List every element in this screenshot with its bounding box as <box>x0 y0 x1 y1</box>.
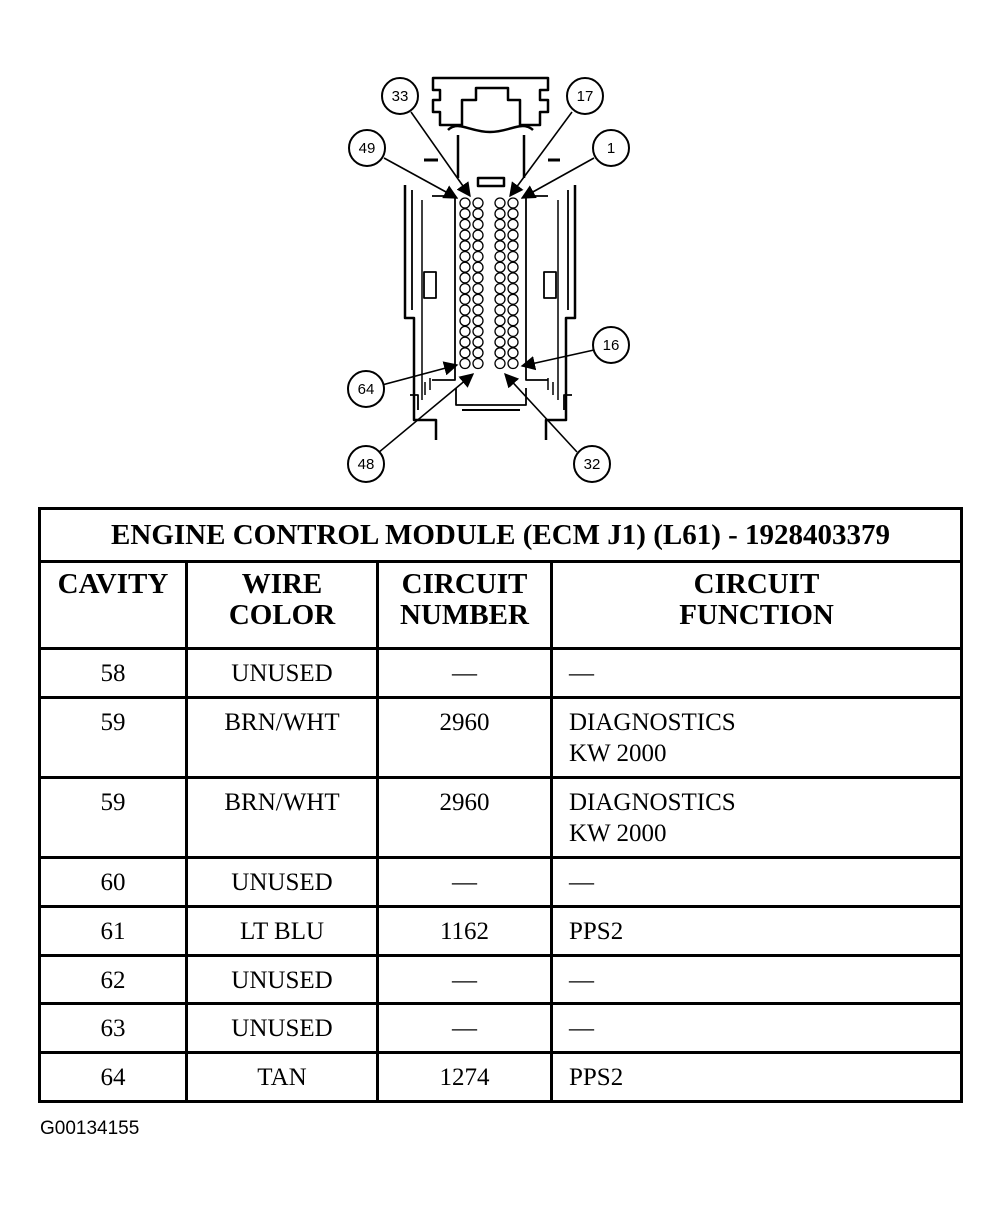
pin-cavities <box>460 198 518 369</box>
pin-cavity <box>508 230 518 240</box>
pin-cavity <box>495 230 505 240</box>
circuit-number-cell: — <box>378 956 552 1004</box>
pinout-table <box>38 507 963 1103</box>
connector-diagram <box>0 0 998 500</box>
pin-cavity <box>460 284 470 294</box>
pin-cavity <box>495 241 505 251</box>
cavity-cell: 63 <box>40 1004 187 1053</box>
callout-64-label: 64 <box>357 381 375 398</box>
callout-48-label: 48 <box>357 456 375 473</box>
pin-cavity <box>508 326 518 336</box>
pin-cavity <box>495 294 505 304</box>
pin-cavity <box>473 209 483 219</box>
callout-49 <box>349 130 385 166</box>
pin-cavity <box>495 209 505 219</box>
callout-32 <box>574 446 610 482</box>
leader-arrows <box>378 112 594 453</box>
pin-cavity <box>495 284 505 294</box>
circuit-number-cell: — <box>378 649 552 698</box>
circuit-number-cell: 2960 <box>378 778 552 858</box>
pin-cavity <box>508 284 518 294</box>
circuit-function-cell: — <box>552 1004 962 1053</box>
pin-cavity <box>495 326 505 336</box>
callout-49-label: 49 <box>358 140 376 157</box>
callout-33-label: 33 <box>391 88 409 105</box>
pin-cavity <box>460 294 470 304</box>
table-row <box>40 1004 962 1053</box>
table-row <box>40 858 962 907</box>
table-row <box>40 907 962 956</box>
cavity-cell: 61 <box>40 907 187 956</box>
header-row <box>40 562 962 649</box>
pin-cavity <box>460 326 470 336</box>
figure-id: G00134155 <box>40 1118 140 1139</box>
table-row <box>40 956 962 1004</box>
header-circuit-number: CIRCUIT NUMBER <box>378 562 552 649</box>
circuit-function-cell: PPS2 <box>552 907 962 956</box>
wire-color-cell: BRN/WHT <box>187 778 378 858</box>
leader-64 <box>382 365 457 385</box>
pin-cavity <box>508 273 518 283</box>
pin-cavity <box>495 273 505 283</box>
pin-cavity <box>508 252 518 262</box>
pin-cavity <box>508 316 518 326</box>
pin-cavity <box>460 252 470 262</box>
pin-cavity <box>460 316 470 326</box>
cavity-cell: 58 <box>40 649 187 698</box>
pin-cavity <box>473 219 483 229</box>
circuit-number-cell: 2960 <box>378 698 552 778</box>
circuit-function-cell: — <box>552 649 962 698</box>
pin-cavity <box>473 198 483 208</box>
circuit-function-cell: — <box>552 956 962 1004</box>
pin-cavity <box>473 337 483 347</box>
pin-cavity <box>495 252 505 262</box>
pin-cavity <box>460 337 470 347</box>
header-cavity: CAVITY <box>40 562 187 649</box>
wire-color-cell: TAN <box>187 1053 378 1102</box>
pin-cavity <box>473 326 483 336</box>
circuit-function-cell: DIAGNOSTICS KW 2000 <box>552 698 962 778</box>
pin-cavity <box>473 252 483 262</box>
pin-cavity <box>473 348 483 358</box>
circuit-function-cell: DIAGNOSTICS KW 2000 <box>552 778 962 858</box>
pin-cavity <box>508 241 518 251</box>
wire-color-cell: UNUSED <box>187 858 378 907</box>
pin-cavity <box>495 359 505 369</box>
pin-cavity <box>495 262 505 272</box>
circuit-number-cell: — <box>378 1004 552 1053</box>
circuit-number-cell: 1162 <box>378 907 552 956</box>
pin-cavity <box>473 230 483 240</box>
table-title-row <box>40 509 962 562</box>
callout-1-label: 1 <box>606 140 616 157</box>
pin-cavity <box>495 219 505 229</box>
circuit-number-cell: 1274 <box>378 1053 552 1102</box>
wire-color-cell: UNUSED <box>187 956 378 1004</box>
pin-cavity <box>508 262 518 272</box>
callout-33 <box>382 78 418 114</box>
pin-cavity <box>473 284 483 294</box>
pin-cavity <box>508 198 518 208</box>
pin-cavity <box>495 198 505 208</box>
table-row <box>40 778 962 858</box>
callout-48 <box>348 446 384 482</box>
pin-cavity <box>508 219 518 229</box>
connector-body <box>405 78 575 440</box>
header-wire-color: WIRE COLOR <box>187 562 378 649</box>
leader-49 <box>384 158 457 198</box>
callout-16 <box>593 327 629 363</box>
pin-cavity <box>508 359 518 369</box>
pin-cavity <box>508 337 518 347</box>
callout-17-label: 17 <box>576 88 594 105</box>
pin-cavity <box>473 305 483 315</box>
pin-cavity <box>460 198 470 208</box>
pin-cavity <box>495 316 505 326</box>
callout-16-label: 16 <box>602 337 620 354</box>
header-circuit-function: CIRCUIT FUNCTION <box>552 562 962 649</box>
cavity-cell: 62 <box>40 956 187 1004</box>
pin-cavity <box>473 262 483 272</box>
wire-color-cell: LT BLU <box>187 907 378 956</box>
pin-cavity <box>508 348 518 358</box>
callout-17 <box>567 78 603 114</box>
pin-cavity <box>460 209 470 219</box>
callout-1 <box>593 130 629 166</box>
pin-cavity <box>460 273 470 283</box>
pin-cavity <box>473 273 483 283</box>
cavity-cell: 59 <box>40 778 187 858</box>
table-row <box>40 649 962 698</box>
circuit-function-cell: — <box>552 858 962 907</box>
wire-color-cell: UNUSED <box>187 1004 378 1053</box>
pin-cavity <box>508 209 518 219</box>
pin-cavity <box>495 348 505 358</box>
pin-cavity <box>473 359 483 369</box>
callout-32-label: 32 <box>583 456 601 473</box>
circuit-function-cell: PPS2 <box>552 1053 962 1102</box>
circuit-number-cell: — <box>378 858 552 907</box>
pin-cavity <box>460 305 470 315</box>
pin-cavity <box>495 337 505 347</box>
pin-cavity <box>473 241 483 251</box>
pin-cavity <box>508 305 518 315</box>
pin-cavity <box>460 230 470 240</box>
table-title: ENGINE CONTROL MODULE (ECM J1) (L61) - 1928403379 <box>40 509 962 562</box>
callout-64 <box>348 371 384 407</box>
pin-cavity <box>460 219 470 229</box>
pin-cavity <box>508 294 518 304</box>
cavity-cell: 64 <box>40 1053 187 1102</box>
pin-cavity <box>460 262 470 272</box>
pin-cavity <box>473 294 483 304</box>
cavity-cell: 60 <box>40 858 187 907</box>
pin-cavity <box>460 359 470 369</box>
table-row <box>40 1053 962 1102</box>
pin-cavity <box>460 241 470 251</box>
table-row <box>40 698 962 778</box>
wire-color-cell: UNUSED <box>187 649 378 698</box>
wire-color-cell: BRN/WHT <box>187 698 378 778</box>
pin-cavity <box>495 305 505 315</box>
cavity-cell: 59 <box>40 698 187 778</box>
pin-cavity <box>473 316 483 326</box>
pin-cavity <box>460 348 470 358</box>
